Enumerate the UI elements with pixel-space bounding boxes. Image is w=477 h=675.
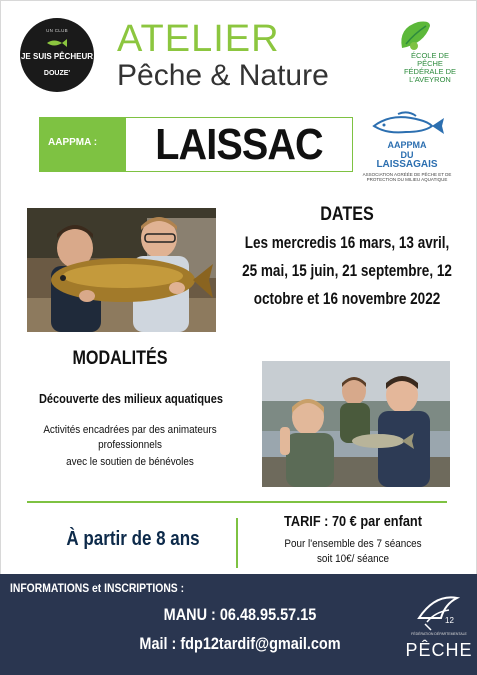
laissagais-l4: ASSOCIATION AGRÉÉE DE PÊCHE ET DE PROTECTION DU MILIEU AQUATIQUE: [362, 172, 452, 182]
age-requirement: À partir de 8 ans: [66, 528, 200, 550]
ecole-de-peche-logo: [390, 14, 460, 94]
leaf-icon: [394, 18, 434, 54]
aappma-laissagais-logo: [352, 104, 462, 184]
fish-icon: [46, 38, 68, 48]
section-divider: [27, 501, 447, 503]
contact-phone[interactable]: MANU : 06.48.95.57.15: [163, 605, 317, 624]
modalites-title: MODALITÉS: [72, 348, 168, 369]
ecole-logo-text: ÉCOLE DE PÊCHE FÉDÉRALE DE L'AVEYRON: [403, 51, 457, 84]
federation-fish-icon: [405, 588, 473, 632]
tarif-line-3: soit 10€/ séance: [316, 553, 390, 565]
badge-main-text: JE SUIS PÊCHEUR: [20, 52, 94, 61]
trout-icon: [368, 108, 446, 138]
modalites-line-4: avec le soutien de bénévoles: [66, 456, 194, 468]
vertical-divider: [236, 518, 238, 568]
dates-line-1: Les mercredis 16 mars, 13 avril,: [244, 234, 450, 252]
badge-sub-text: DOUZE': [43, 70, 71, 77]
tarif-title: TARIF : 70 € par enfant: [284, 513, 422, 530]
modalites-line-3: professionnels: [98, 439, 162, 451]
federation-number: 12: [445, 616, 454, 625]
photo-boys-with-carp: [27, 208, 216, 332]
tarif-line-2: Pour l'ensemble des 7 séances: [284, 538, 422, 550]
photo-kids-with-fish: [262, 361, 450, 487]
modalites-line-1: Découverte des milieux aquatiques: [38, 392, 224, 406]
title-peche-nature: Pêche & Nature: [117, 59, 329, 92]
laissagais-l3: LAISSAGAIS: [376, 159, 438, 170]
dates-line-3: octobre et 16 novembre 2022: [253, 290, 441, 308]
dates-title: DATES: [320, 204, 374, 225]
aappma-name: LAISSAC: [155, 120, 323, 169]
info-label: INFORMATIONS et INSCRIPTIONS :: [10, 583, 185, 595]
badge-top-text: UN CLUB: [46, 28, 68, 33]
federation-peche-logo: [405, 588, 473, 670]
je-suis-pecheur-badge: [20, 18, 94, 92]
modalites-line-2: Activités encadrées par des animateurs: [43, 424, 217, 436]
laissagais-l2: DU: [400, 150, 414, 160]
dates-line-2: 25 mai, 15 juin, 21 septembre, 12: [242, 262, 452, 280]
federation-name: PÊCHE: [405, 640, 473, 660]
aappma-label: AAPPMA :: [48, 137, 98, 148]
contact-email[interactable]: Mail : fdp12tardif@gmail.com: [139, 634, 341, 653]
federation-small-text: FÉDÉRATION DÉPARTEMENTALE: [411, 632, 467, 636]
laissagais-l1: AAPPMA: [387, 140, 427, 150]
title-atelier: ATELIER: [117, 18, 280, 60]
